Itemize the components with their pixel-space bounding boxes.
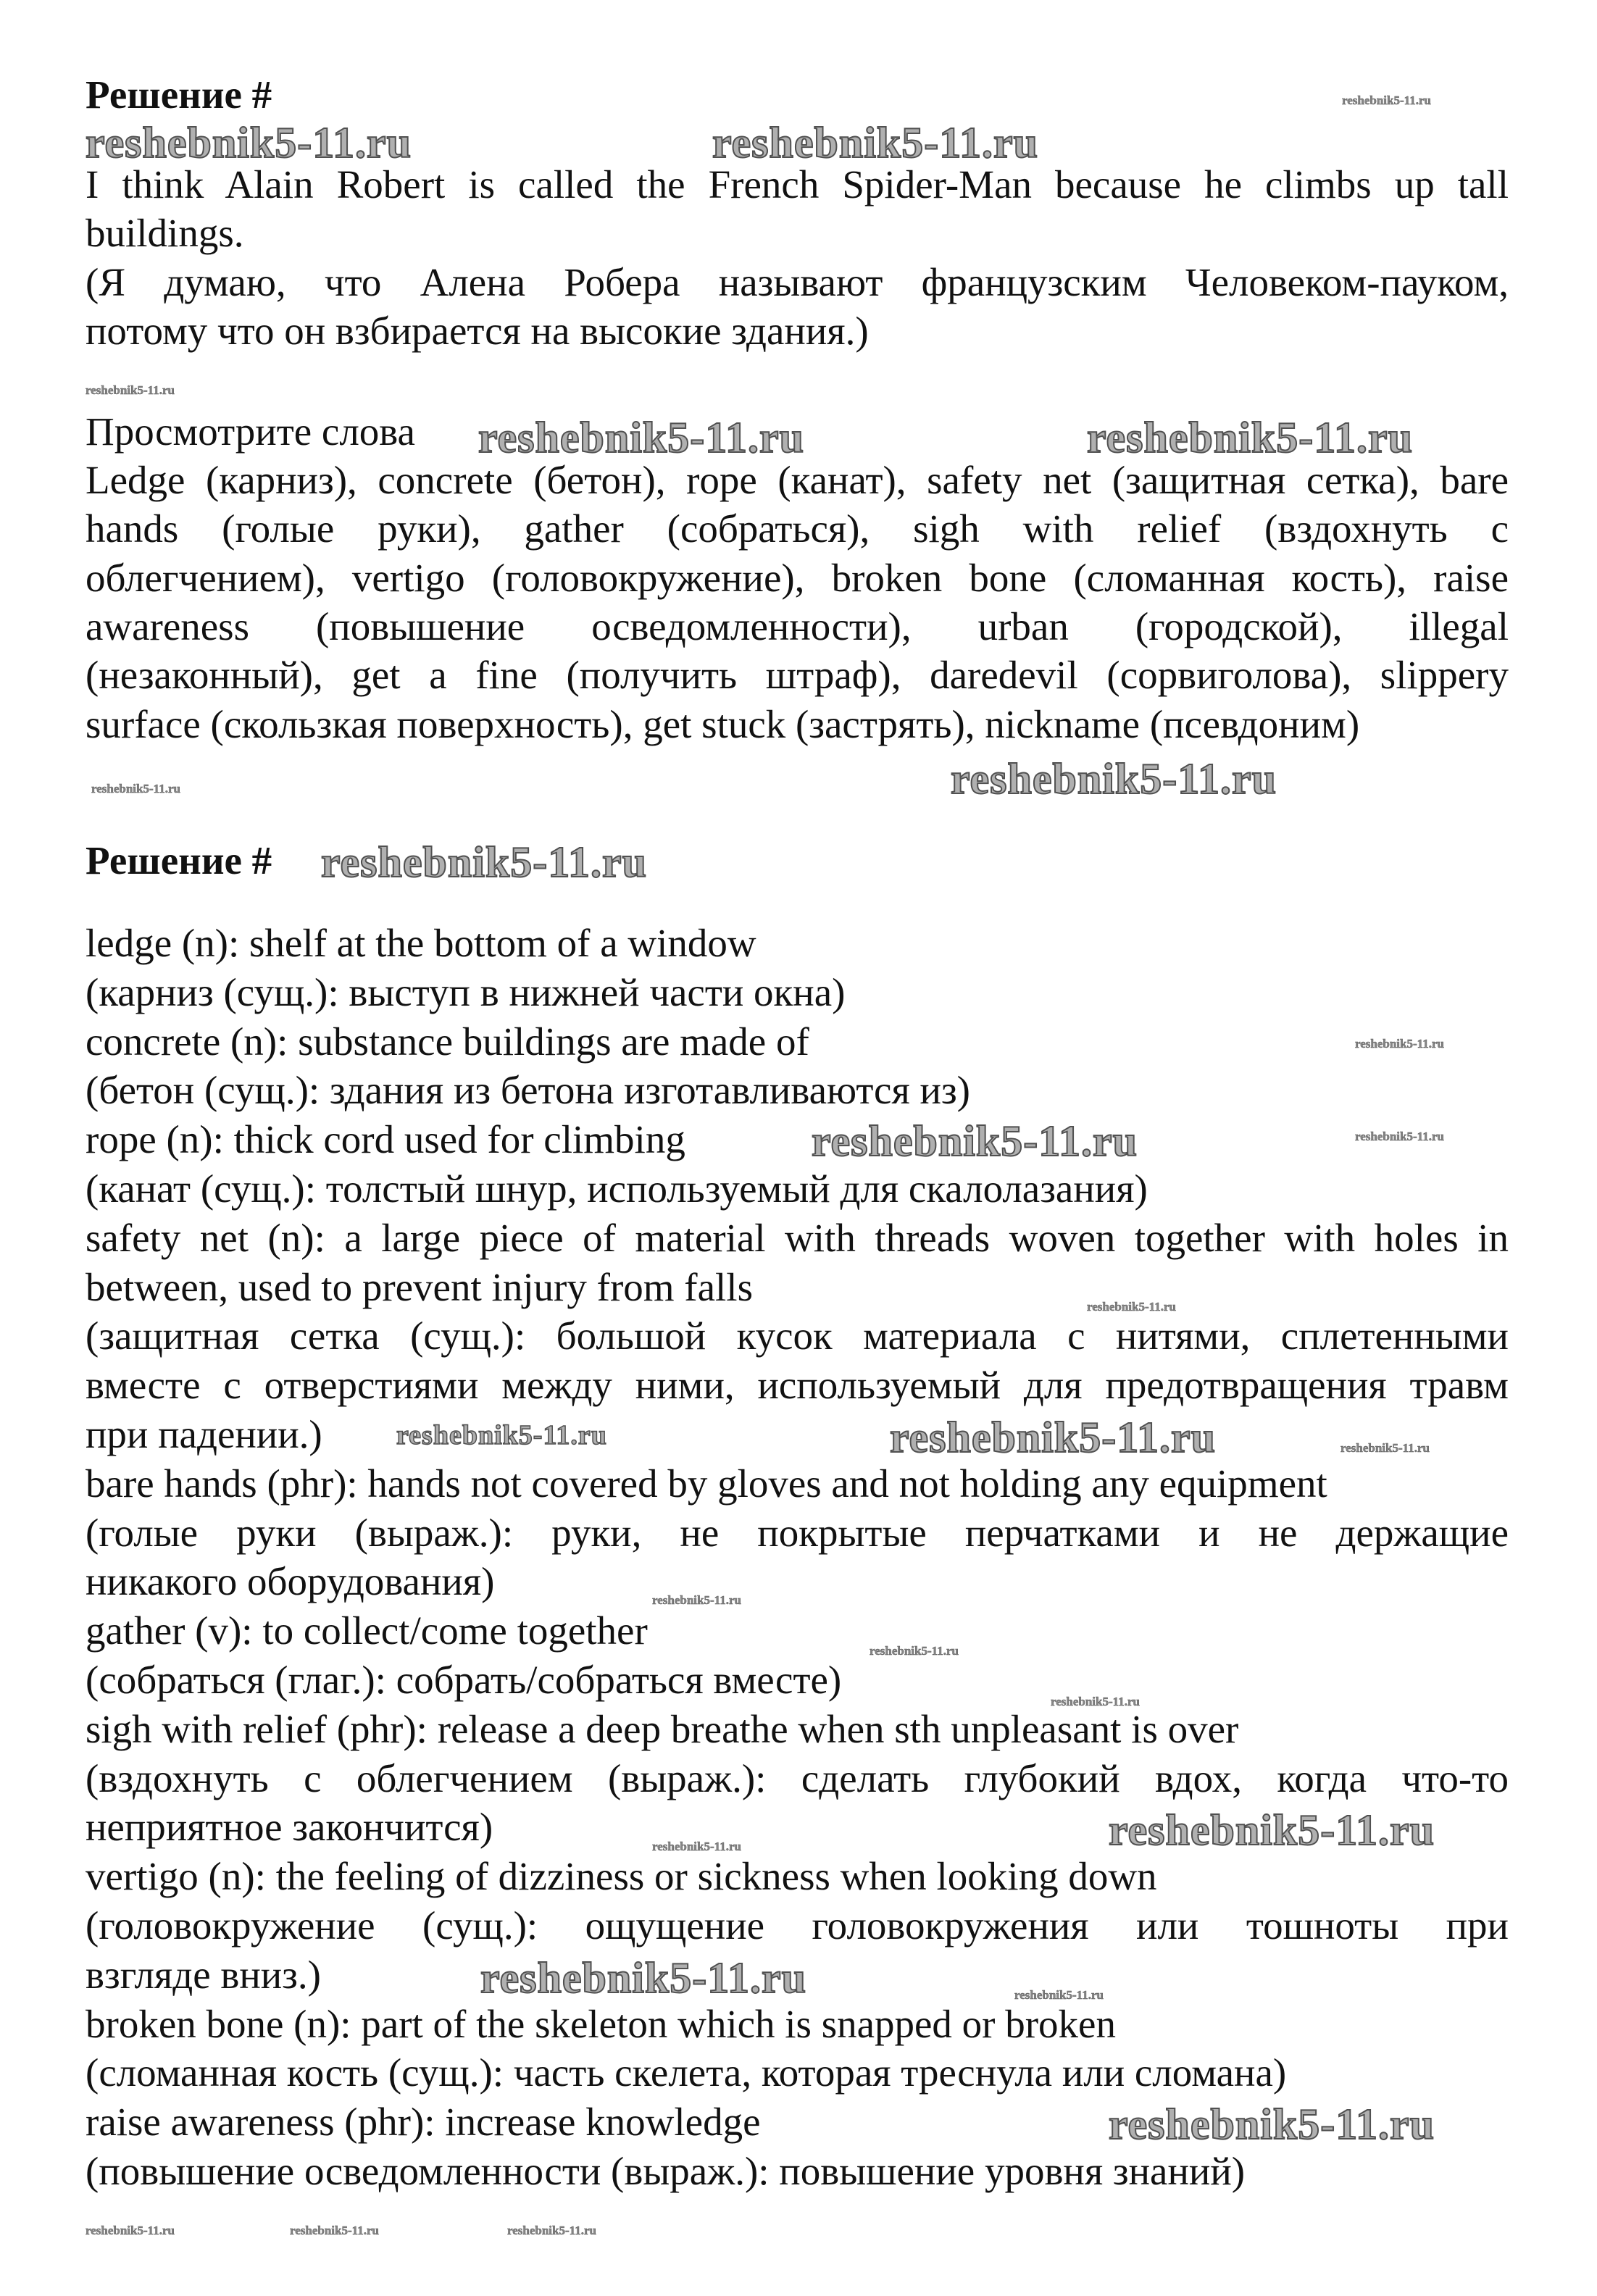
text-line: (незаконный), get a fine (получить штраф), daredevil (сорвиголова), slippery [86, 653, 1509, 697]
text-line: (голые руки (выраж.): руки, не покрытые перчатками и не держащие [86, 1511, 1509, 1555]
text-line: (защитная сетка (сущ.): большой кусок материала с нитями, сплетенными [86, 1314, 1509, 1358]
text-line: between, used to prevent injury from falls [86, 1265, 753, 1309]
watermark: reshebnik5-11.ru [1340, 1441, 1430, 1455]
text-line: при падении.) [86, 1412, 322, 1456]
watermark: reshebnik5-11.ru [1087, 1300, 1176, 1314]
watermark: reshebnik5-11.ru [396, 1420, 607, 1450]
watermark: reshebnik5-11.ru [1087, 414, 1413, 462]
watermark: reshebnik5-11.ru [1051, 1695, 1140, 1708]
watermark: reshebnik5-11.ru [86, 2224, 175, 2237]
watermark: reshebnik5-11.ru [951, 755, 1277, 803]
watermark: reshebnik5-11.ru [1355, 1130, 1444, 1143]
text-line: (сломанная кость (сущ.): часть скелета, которая треснула или сломана) [86, 2050, 1287, 2095]
section-heading: Решение # [86, 838, 272, 882]
watermark: reshebnik5-11.ru [86, 119, 412, 167]
watermark: reshebnik5-11.ru [1109, 1806, 1435, 1854]
text-line: облегчением), vertigo (головокружение), broken bone (сломанная кость), raise [86, 556, 1509, 600]
text-line: broken bone (n): part of the skeleton which is snapped or broken [86, 2002, 1116, 2046]
text-line: Просмотрите слова [86, 409, 415, 454]
text-line: Ledge (карниз), concrete (бетон), rope (канат), safety net (защитная сетка), bare [86, 458, 1509, 502]
text-line: (канат (сущ.): толстый шнур, используемый для скалолазания) [86, 1166, 1148, 1211]
text-line: bare hands (phr): hands not covered by gloves and not holding any equipment [86, 1461, 1327, 1506]
text-line: взгляде вниз.) [86, 1953, 321, 1997]
text-line: (бетон (сущ.): здания из бетона изготавливаются из) [86, 1068, 970, 1112]
text-line: sigh with relief (phr): release a deep breathe when sth unpleasant is over [86, 1707, 1239, 1751]
text-line: (вздохнуть с облегчением (выраж.): сделать глубокий вдох, когда что-то [86, 1756, 1509, 1800]
text-line: raise awareness (phr): increase knowledge [86, 2100, 761, 2144]
watermark: reshebnik5-11.ru [86, 383, 175, 397]
text-line: неприятное закончится) [86, 1805, 493, 1849]
watermark: reshebnik5-11.ru [652, 1593, 741, 1607]
watermark: reshebnik5-11.ru [321, 838, 647, 886]
text-line: safety net (n): a large piece of material with threads woven together with holes in [86, 1216, 1509, 1260]
text-line: (собраться (глаг.): собрать/собраться вместе) [86, 1658, 842, 1702]
watermark: reshebnik5-11.ru [1014, 1988, 1104, 2002]
watermark: reshebnik5-11.ru [652, 1840, 741, 1853]
watermark: reshebnik5-11.ru [1355, 1037, 1444, 1051]
text-line: потому что он взбирается на высокие здания.) [86, 309, 869, 353]
section-heading: Решение # [86, 72, 272, 117]
watermark: reshebnik5-11.ru [1109, 2100, 1435, 2148]
text-line: buildings. [86, 211, 244, 255]
text-line: awareness (повышение осведомленности), urban (городской), illegal [86, 604, 1509, 648]
watermark: reshebnik5-11.ru [480, 1954, 806, 2002]
watermark: reshebnik5-11.ru [507, 2224, 596, 2237]
watermark: reshebnik5-11.ru [712, 119, 1038, 167]
text-line: (повышение осведомленности (выраж.): повышение уровня знаний) [86, 2149, 1246, 2193]
text-line: vertigo (n): the feeling of dizziness or sickness when looking down [86, 1854, 1157, 1898]
watermark: reshebnik5-11.ru [890, 1414, 1216, 1461]
text-line: gather (v): to collect/come together [86, 1608, 648, 1653]
text-line: (Я думаю, что Алена Робера называют французским Человеком-пауком, [86, 260, 1509, 304]
watermark: reshebnik5-11.ru [91, 782, 180, 796]
watermark: reshebnik5-11.ru [870, 1644, 959, 1658]
text-line: hands (голые руки), gather (собраться), sigh with relief (вздохнуть с [86, 506, 1509, 551]
watermark: reshebnik5-11.ru [478, 414, 804, 462]
watermark: reshebnik5-11.ru [812, 1117, 1138, 1165]
watermark: reshebnik5-11.ru [290, 2224, 379, 2237]
text-line: concrete (n): substance buildings are made of [86, 1019, 809, 1064]
text-line: никакого оборудования) [86, 1559, 495, 1603]
text-line: ledge (n): shelf at the bottom of a window [86, 921, 756, 965]
text-line: surface (скользкая поверхность), get stuck (застрять), nickname (псевдоним) [86, 702, 1360, 746]
text-line: (карниз (сущ.): выступ в нижней части окна) [86, 970, 846, 1014]
text-line: (головокружение (сущ.): ощущение головокружения или тошноты при [86, 1903, 1509, 1948]
text-line: rope (n): thick cord used for climbing [86, 1117, 685, 1161]
text-line: I think Alain Robert is called the French Spider-Man because he climbs up tall [86, 162, 1509, 206]
text-line: вместе с отверстиями между ними, используемый для предотвращения травм [86, 1363, 1509, 1407]
watermark: reshebnik5-11.ru [1342, 93, 1431, 107]
